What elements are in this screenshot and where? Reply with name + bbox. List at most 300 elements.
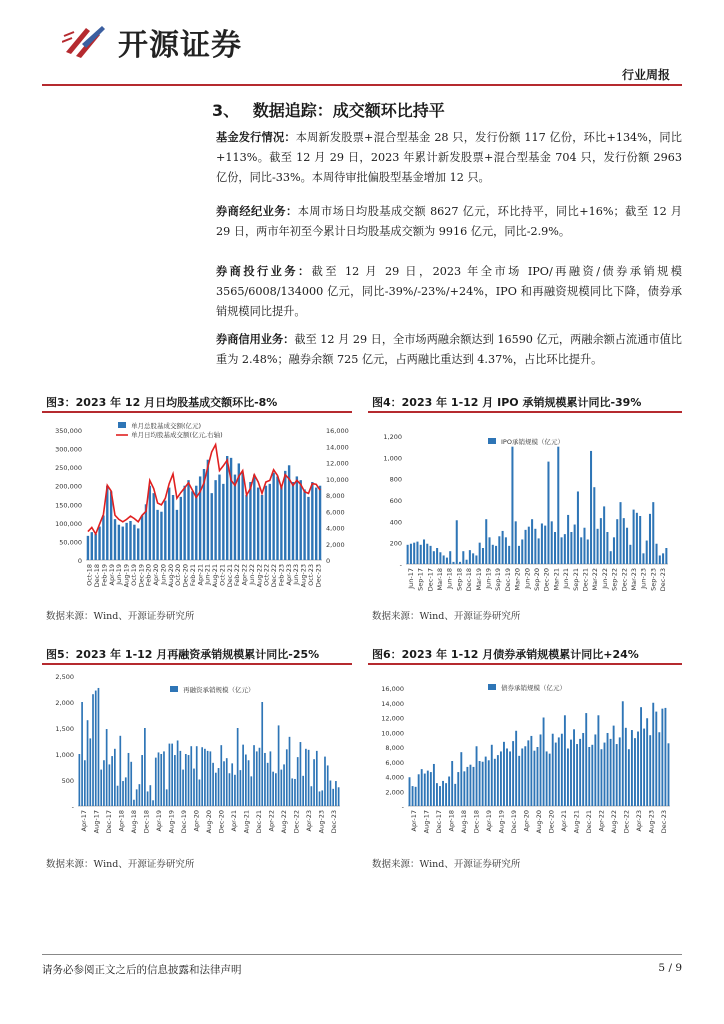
x-tick-label: Aug-23 xyxy=(317,810,326,834)
bar xyxy=(305,749,307,806)
bar xyxy=(613,537,615,564)
bar xyxy=(515,731,517,806)
bar xyxy=(212,763,214,806)
x-tick-label: Aug-18 xyxy=(460,810,469,834)
x-tick-label: Jun-22 xyxy=(600,568,609,589)
figure-5-title: 图5：2023 年 1-12 月再融资承销规模累计同比-25% xyxy=(46,648,320,661)
x-tick-label: Sep-18 xyxy=(455,568,464,591)
bar xyxy=(423,539,425,564)
bar xyxy=(610,551,612,564)
bar xyxy=(482,762,484,806)
bar xyxy=(125,523,127,560)
legend-swatch-bar xyxy=(170,686,178,692)
bar xyxy=(176,510,178,560)
bar xyxy=(505,537,507,564)
bar xyxy=(533,751,535,806)
bar xyxy=(633,510,635,564)
bar xyxy=(147,791,149,806)
y-tick-label: 300,000 xyxy=(55,445,82,454)
bar xyxy=(597,529,599,564)
bar xyxy=(537,747,539,806)
bar xyxy=(473,767,475,806)
y-tick-label: - xyxy=(71,803,74,811)
bar xyxy=(183,486,185,560)
bar xyxy=(84,760,86,806)
bar xyxy=(171,744,173,806)
bar xyxy=(488,760,490,806)
bar xyxy=(541,523,543,564)
bar xyxy=(585,713,587,806)
x-tick-label: Apr-19 xyxy=(155,810,164,832)
bar xyxy=(659,555,661,564)
bar xyxy=(448,777,450,807)
bar xyxy=(604,743,606,806)
x-tick-label: Apr-18 xyxy=(447,810,456,832)
x-tick-label: Feb-23 xyxy=(277,564,286,587)
x-tick-label: Aug-18 xyxy=(130,810,139,834)
y2-tick-label: 10,000 xyxy=(326,475,349,484)
x-tick-label: Sep-17 xyxy=(416,568,425,591)
bar xyxy=(410,544,412,564)
x-tick-label: Dec-20 xyxy=(181,564,190,588)
bar xyxy=(460,752,462,806)
bar xyxy=(498,536,500,564)
bar xyxy=(144,728,146,806)
bar xyxy=(218,768,220,806)
x-tick-label: Jun-23 xyxy=(639,568,648,589)
bar xyxy=(324,757,326,806)
x-tick-label: Dec-18 xyxy=(93,564,102,588)
bar xyxy=(616,519,618,564)
figure-6-chart xyxy=(368,668,682,848)
y-tick-label: 350,000 xyxy=(55,427,82,435)
paragraph-label: 券商信用业务： xyxy=(216,333,295,346)
bar xyxy=(430,546,432,564)
paragraph-text: 本周新发股票+混合型基金 28 只，发行份额 117 亿份，环比+134%，同比+113%。截至 12 月 29 日，2023 年累计新发股票+混合型基金 704 只，发行份额 2963 亿份，同比-33%。本周待审批偏股型基金增加 12 只。 xyxy=(216,131,682,184)
bar xyxy=(160,512,162,560)
bar xyxy=(476,746,478,806)
bar xyxy=(220,745,222,806)
bar xyxy=(492,545,494,564)
figure-4-rule xyxy=(368,411,682,413)
brand-name: 开源证券 xyxy=(118,28,242,63)
y-tick-label: 600 xyxy=(389,497,402,505)
bar xyxy=(240,770,242,806)
bar xyxy=(555,743,557,806)
legend-label: 债券承销规模（亿元） xyxy=(501,684,566,692)
bar xyxy=(546,751,548,806)
x-tick-label: Apr-19 xyxy=(485,810,494,832)
bar xyxy=(297,757,299,806)
y-tick-label: 150,000 xyxy=(55,501,82,510)
bar xyxy=(503,742,505,806)
y-tick-label: 2,500 xyxy=(55,673,74,681)
y2-tick-label: 8,000 xyxy=(326,492,345,500)
bar xyxy=(459,562,461,564)
x-tick-label: Feb-22 xyxy=(233,564,242,587)
x-tick-label: Aug-23 xyxy=(299,564,308,588)
bar xyxy=(603,506,605,564)
bar xyxy=(640,707,642,806)
bar xyxy=(576,744,578,806)
y-tick-label: 1,000 xyxy=(55,751,74,759)
x-tick-label: Feb-20 xyxy=(144,564,153,587)
bar xyxy=(321,790,323,806)
x-tick-label: Apr-19 xyxy=(107,564,116,586)
bar xyxy=(248,760,250,806)
bar xyxy=(574,525,576,564)
legend-label: IPO承销规模（亿元） xyxy=(501,438,564,446)
legend-swatch-bar xyxy=(488,684,496,690)
bar xyxy=(303,489,305,560)
bar xyxy=(125,777,127,806)
bar xyxy=(133,800,135,806)
bar xyxy=(580,537,582,564)
bar xyxy=(634,738,636,806)
bar xyxy=(180,497,182,560)
y-tick-label: - xyxy=(399,561,402,569)
bar xyxy=(179,751,181,806)
bar xyxy=(155,758,157,806)
paragraph-fund-issuance xyxy=(216,128,682,188)
y-tick-label: 200,000 xyxy=(55,482,82,491)
bar xyxy=(129,521,131,560)
bar xyxy=(92,694,94,806)
x-tick-label: Sep-20 xyxy=(533,568,541,591)
bar xyxy=(590,451,592,564)
bar xyxy=(469,550,471,564)
paragraph-text: 截至 12 月 29 日，2023 年全市场 IPO/再融资/债券承销规模 3565/6008/134000 亿元，同比-39%/-23%/+24%，IPO 和再融资规模同比下降，债券承销规模同比提升。 xyxy=(216,265,682,318)
x-tick-label: Dec-17 xyxy=(435,810,444,834)
x-tick-label: Feb-19 xyxy=(100,564,109,587)
bar xyxy=(327,765,329,806)
bar xyxy=(245,495,247,560)
bar xyxy=(439,786,441,806)
bar xyxy=(485,519,487,564)
bar xyxy=(543,718,545,807)
x-tick-label: Dec-22 xyxy=(622,810,631,834)
bar xyxy=(567,748,569,806)
x-tick-label: Aug-17 xyxy=(422,810,431,834)
bar xyxy=(558,737,560,806)
bar xyxy=(172,495,174,560)
bar xyxy=(552,734,554,806)
bar xyxy=(463,771,465,806)
bar xyxy=(554,532,556,564)
bar xyxy=(643,729,645,806)
header-rule xyxy=(42,84,682,86)
x-tick-label: Aug-20 xyxy=(166,564,175,588)
x-tick-label: Apr-21 xyxy=(196,564,205,586)
bar xyxy=(110,491,112,560)
bar xyxy=(629,545,631,564)
paragraph-ib xyxy=(216,262,682,322)
x-tick-label: Dec-21 xyxy=(254,810,263,834)
bar xyxy=(250,776,252,806)
x-tick-label: Aug-22 xyxy=(279,810,288,834)
bar xyxy=(500,751,502,806)
bar xyxy=(445,783,447,806)
bar xyxy=(457,772,459,806)
bar xyxy=(153,493,155,560)
x-tick-label: Mar-22 xyxy=(591,568,600,591)
bar xyxy=(269,484,271,560)
bar xyxy=(237,728,239,806)
bar xyxy=(201,747,203,806)
x-tick-label: Dec-18 xyxy=(465,568,474,592)
x-tick-label: Dec-17 xyxy=(426,568,435,592)
bar xyxy=(177,740,179,806)
bar xyxy=(223,761,225,806)
bar xyxy=(521,748,523,806)
x-tick-label: Aug-19 xyxy=(497,810,506,834)
bar xyxy=(564,534,566,564)
bar xyxy=(310,786,312,806)
bar xyxy=(130,762,132,806)
bar xyxy=(242,745,244,806)
bar xyxy=(289,737,291,806)
paragraph-credit xyxy=(216,330,682,370)
bar xyxy=(117,786,119,806)
y2-tick-label: 4,000 xyxy=(326,524,345,533)
bar xyxy=(479,761,481,806)
bar xyxy=(187,480,189,560)
bar xyxy=(264,753,266,806)
bar xyxy=(114,749,116,806)
bar xyxy=(509,751,511,806)
x-tick-label: Aug-22 xyxy=(609,810,618,834)
x-tick-label: Sep-21 xyxy=(571,568,580,591)
x-tick-label: Dec-18 xyxy=(472,810,481,834)
bar xyxy=(158,752,160,806)
bar xyxy=(292,482,294,560)
bar xyxy=(418,774,420,806)
bar xyxy=(454,784,456,806)
bar xyxy=(102,515,104,560)
bar xyxy=(87,720,89,806)
x-tick-label: Mar-19 xyxy=(474,568,483,591)
footer-disclaimer: 请务必参阅正文之后的信息披露和法律声明 xyxy=(42,964,242,976)
figure-6-title: 图6：2023 年 1-12 月债券承销规模累计同比+24% xyxy=(372,648,639,661)
bar xyxy=(544,526,546,564)
paragraph-brokerage xyxy=(216,202,682,242)
bar xyxy=(319,486,321,560)
bar xyxy=(139,784,141,806)
bar xyxy=(512,741,514,806)
x-tick-label: Oct-18 xyxy=(85,564,94,586)
bar xyxy=(199,779,201,806)
x-tick-label: Dec-18 xyxy=(142,810,151,834)
bar xyxy=(332,789,334,806)
bar xyxy=(152,800,154,806)
x-tick-label: Apr-22 xyxy=(597,810,606,832)
bar xyxy=(538,538,540,564)
x-tick-label: Dec-21 xyxy=(225,564,234,588)
bar xyxy=(587,539,589,564)
legend-label: 单月日均股基成交额(亿元,右轴) xyxy=(131,431,223,439)
bar xyxy=(508,546,510,564)
y-tick-label: 2,000 xyxy=(55,699,74,707)
y-tick-label: 250,000 xyxy=(55,464,82,473)
page-number: 5 / 9 xyxy=(658,962,682,974)
bar xyxy=(646,541,648,564)
bar xyxy=(315,488,317,560)
y-tick-label: 800 xyxy=(389,475,402,484)
bar xyxy=(316,751,318,806)
x-tick-label: Mar-20 xyxy=(513,568,522,591)
bar xyxy=(619,502,621,564)
x-tick-label: Dec-23 xyxy=(314,564,323,588)
bar xyxy=(540,734,542,806)
bar xyxy=(631,730,633,806)
bar xyxy=(272,473,274,560)
bar xyxy=(256,751,258,806)
bar xyxy=(210,751,212,806)
bar xyxy=(613,726,615,806)
legend-swatch-bar xyxy=(118,422,126,428)
bar xyxy=(433,551,435,564)
y-tick-label: - xyxy=(401,803,404,811)
bar xyxy=(215,773,217,806)
bar xyxy=(286,749,288,806)
y-tick-label: 12,000 xyxy=(381,714,404,723)
bar xyxy=(601,749,603,806)
x-tick-label: Mar-23 xyxy=(630,568,639,591)
figure-5-source: 数据来源：Wind、开源证券研究所 xyxy=(46,859,195,870)
bar xyxy=(619,737,621,806)
bar xyxy=(416,542,418,564)
bar xyxy=(284,471,286,560)
bar xyxy=(191,491,193,560)
bar xyxy=(261,495,263,560)
bar xyxy=(626,528,628,564)
bar xyxy=(118,525,120,560)
bar xyxy=(421,769,423,806)
bar xyxy=(149,486,151,560)
x-tick-label: Dec-22 xyxy=(620,568,629,592)
x-tick-label: Aug-22 xyxy=(255,564,264,588)
y2-tick-label: 12,000 xyxy=(326,459,349,468)
bar xyxy=(164,501,166,560)
bar xyxy=(525,530,527,564)
bar xyxy=(249,482,251,560)
bar xyxy=(122,527,124,560)
bar xyxy=(291,778,293,806)
bar xyxy=(591,745,593,806)
bar xyxy=(111,756,113,806)
x-tick-label: Aug-21 xyxy=(211,564,220,588)
x-tick-label: Apr-20 xyxy=(152,564,161,586)
x-tick-label: Jun-23 xyxy=(292,564,301,585)
x-tick-label: Dec-19 xyxy=(510,810,519,834)
bar xyxy=(665,548,667,564)
bar xyxy=(302,776,304,806)
report-type: 行业周报 xyxy=(621,68,670,82)
bar xyxy=(231,763,233,806)
bar xyxy=(278,725,280,806)
bar xyxy=(642,553,644,564)
bar xyxy=(91,532,93,560)
x-tick-label: Dec-19 xyxy=(180,810,189,834)
y2-tick-label: 16,000 xyxy=(326,427,349,435)
x-tick-label: Oct-22 xyxy=(262,564,271,586)
bar xyxy=(412,786,414,806)
bar xyxy=(420,545,422,564)
paragraph-label: 券商投行业务： xyxy=(216,265,312,278)
bar xyxy=(521,539,523,564)
bar xyxy=(649,514,651,564)
figure-5-chart xyxy=(42,668,352,848)
bar xyxy=(593,487,595,564)
bar xyxy=(482,548,484,564)
paragraph-text: 截至 12 月 29 日，全市场两融余额达到 16590 亿元，两融余额占流通市值比重为 2.48%；融券余额 725 亿元，占两融比重达到 4.37%，占比环比提升。 xyxy=(216,333,682,366)
y-tick-label: 8,000 xyxy=(385,744,404,752)
bar xyxy=(226,758,228,806)
paragraph-label: 券商经纪业务： xyxy=(216,205,298,218)
x-tick-label: Dec-22 xyxy=(292,810,301,834)
x-tick-label: Dec-19 xyxy=(503,568,512,592)
bar xyxy=(583,528,585,564)
x-tick-label: Jun-19 xyxy=(115,564,124,585)
bar xyxy=(452,562,454,564)
bar xyxy=(156,510,158,560)
bar xyxy=(610,739,612,806)
x-tick-label: Feb-21 xyxy=(188,564,197,587)
bar xyxy=(168,488,170,560)
bar xyxy=(169,744,171,806)
bar xyxy=(270,751,272,806)
figure-3-rule xyxy=(42,411,352,413)
x-tick-label: Apr-23 xyxy=(634,810,643,832)
bar xyxy=(141,515,143,560)
bar xyxy=(656,544,658,564)
x-tick-label: Dec-23 xyxy=(659,810,668,834)
bar xyxy=(628,749,630,806)
bar xyxy=(664,708,666,806)
bar xyxy=(534,529,536,564)
bar xyxy=(506,748,508,806)
x-tick-label: Dec-21 xyxy=(584,810,593,834)
bar xyxy=(259,748,261,806)
bar xyxy=(518,756,520,806)
x-tick-label: Aug-23 xyxy=(647,810,656,834)
bar xyxy=(491,745,493,806)
figure-3-source: 数据来源：Wind、开源证券研究所 xyxy=(46,611,195,622)
bar xyxy=(527,740,529,806)
bar xyxy=(658,732,660,806)
y-tick-label: 2,000 xyxy=(385,788,404,797)
bar xyxy=(497,755,499,806)
bar xyxy=(211,493,213,560)
x-tick-label: Aug-20 xyxy=(535,810,543,834)
bar xyxy=(204,749,206,806)
figure-3-title: 图3：2023 年 12 月日均股基成交额环比-8% xyxy=(46,396,278,409)
bar xyxy=(652,703,654,806)
bar xyxy=(275,773,277,806)
bar xyxy=(582,733,584,806)
bar xyxy=(136,789,138,806)
bar xyxy=(446,558,448,564)
y-tick-label: 200 xyxy=(389,539,402,548)
bar xyxy=(436,783,438,806)
bar xyxy=(185,754,187,806)
x-tick-label: Apr-17 xyxy=(410,810,419,832)
bar xyxy=(272,772,274,806)
figure-3-chart xyxy=(42,416,352,602)
bar xyxy=(95,691,97,806)
bar xyxy=(166,789,168,806)
bar xyxy=(427,771,429,806)
